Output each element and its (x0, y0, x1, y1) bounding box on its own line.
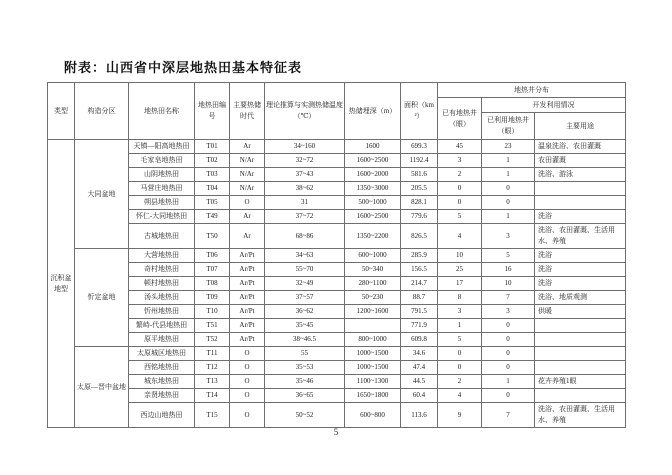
cell-field-name: 城东地热田 (129, 375, 195, 389)
cell-main-uses: 洗浴、农田灌溉、生活用水、养殖 (535, 224, 626, 249)
table-row (48, 249, 626, 263)
cell-depth: 1600~2500 (345, 154, 401, 168)
cell-field-id: T09 (195, 291, 230, 305)
cell-main-uses: 洗浴 (535, 277, 626, 291)
header-well-distribution: 地热井分布 (438, 83, 626, 98)
cell-field-name: 大营地热田 (129, 249, 195, 263)
cell-main-uses: 供暖 (535, 305, 626, 319)
cell-field-id: T13 (195, 375, 230, 389)
cell-existing-wells: 2 (438, 168, 482, 182)
table-row (48, 333, 626, 347)
cell-reservoir-era: O (230, 347, 265, 361)
cell-used-wells: 3 (482, 305, 535, 319)
cell-main-uses (535, 361, 626, 375)
cell-main-uses (535, 196, 626, 210)
header-era: 主要热储时代 (230, 83, 265, 140)
cell-existing-wells: 9 (438, 403, 482, 428)
cell-field-id: T11 (195, 347, 230, 361)
cell-used-wells: 1 (482, 168, 535, 182)
cell-field-name: 忻州地热田 (129, 305, 195, 319)
cell-reservoir-era: Ar (230, 224, 265, 249)
cell-existing-wells: 8 (438, 291, 482, 305)
header-depth: 热储埋深（m） (345, 83, 401, 140)
cell-field-id: T01 (195, 140, 230, 154)
cell-main-uses (535, 347, 626, 361)
cell-area: 156.5 (401, 263, 438, 277)
cell-area: 609.8 (401, 333, 438, 347)
cell-existing-wells: 5 (438, 210, 482, 224)
cell-field-name: 马营庄地热田 (129, 182, 195, 196)
cell-temperature: 35~46 (265, 375, 345, 389)
cell-temperature: 37~72 (265, 210, 345, 224)
table-row (48, 140, 626, 154)
cell-temperature: 36~65 (265, 389, 345, 403)
cell-depth: 1350~2200 (345, 224, 401, 249)
cell-existing-wells: 3 (438, 305, 482, 319)
cell-area: 205.5 (401, 182, 438, 196)
cell-field-id: T50 (195, 224, 230, 249)
cell-existing-wells: 25 (438, 263, 482, 277)
header-zone: 构造分区 (75, 83, 129, 140)
cell-area: 285.9 (401, 249, 438, 263)
cell-temperature: 68~86 (265, 224, 345, 249)
type-cell: 沉积盆地型 (48, 140, 75, 428)
cell-reservoir-era: N/Ar (230, 154, 265, 168)
cell-main-uses: 花卉养殖1眼 (535, 375, 626, 389)
cell-reservoir-era: O (230, 361, 265, 375)
cell-field-name: 顿村地热田 (129, 277, 195, 291)
cell-used-wells: 0 (482, 389, 535, 403)
table-row (48, 319, 626, 333)
header-id: 地热田编号 (195, 83, 230, 140)
cell-field-name: 天镇—阳高地热田 (129, 140, 195, 154)
table-row (48, 182, 626, 196)
cell-existing-wells: 2 (438, 375, 482, 389)
cell-temperature: 38~62 (265, 182, 345, 196)
cell-temperature: 37~43 (265, 168, 345, 182)
table-row (48, 291, 626, 305)
table-row (48, 263, 626, 277)
cell-field-id: T49 (195, 210, 230, 224)
header-name: 地热田名称 (129, 83, 195, 140)
cell-temperature: 55~70 (265, 263, 345, 277)
cell-field-id: T08 (195, 277, 230, 291)
cell-existing-wells: 45 (438, 140, 482, 154)
cell-reservoir-era: Ar (230, 140, 265, 154)
cell-depth: 1000~1500 (345, 361, 401, 375)
cell-depth: 800~1000 (345, 333, 401, 347)
cell-area: 699.3 (401, 140, 438, 154)
cell-temperature: 31 (265, 196, 345, 210)
cell-area: 88.7 (401, 291, 438, 305)
cell-depth: 1600~2000 (345, 168, 401, 182)
cell-reservoir-era: O (230, 196, 265, 210)
cell-existing-wells: 4 (438, 224, 482, 249)
table-row (48, 361, 626, 375)
cell-depth: 500~1000 (345, 196, 401, 210)
cell-area: 113.6 (401, 403, 438, 428)
cell-field-name: 亲贤地热田 (129, 389, 195, 403)
cell-existing-wells: 0 (438, 196, 482, 210)
cell-main-uses (535, 319, 626, 333)
cell-field-name: 山阴地热田 (129, 168, 195, 182)
cell-main-uses: 洗浴、游泳 (535, 168, 626, 182)
cell-depth: 1200~1600 (345, 305, 401, 319)
cell-field-name: 朔县地热田 (129, 196, 195, 210)
cell-reservoir-era: Ar/Pt (230, 319, 265, 333)
cell-used-wells: 0 (482, 347, 535, 361)
header-row-1 (48, 83, 626, 98)
header-temp: 理论推算与实测热储温度（℃） (265, 83, 345, 140)
cell-area: 581.6 (401, 168, 438, 182)
cell-used-wells: 0 (482, 333, 535, 347)
cell-field-id: T02 (195, 154, 230, 168)
cell-depth: 600~1000 (345, 249, 401, 263)
cell-reservoir-era: Ar/Pt (230, 249, 265, 263)
cell-area: 47.4 (401, 361, 438, 375)
table-row (48, 210, 626, 224)
cell-reservoir-era: Ar/Pt (230, 305, 265, 319)
cell-depth: 1600~2500 (345, 210, 401, 224)
cell-main-uses: 洗浴 (535, 263, 626, 277)
cell-reservoir-era: Ar/Pt (230, 291, 265, 305)
header-area: 面积（km²） (401, 83, 438, 140)
cell-field-name: 汤头地热田 (129, 291, 195, 305)
cell-temperature: 36~62 (265, 305, 345, 319)
cell-reservoir-era: Ar (230, 210, 265, 224)
cell-field-id: T15 (195, 403, 230, 428)
cell-field-name: 繁峙-代县地热田 (129, 319, 195, 333)
zone-cell: 忻定盆地 (75, 249, 129, 347)
cell-depth: 1000~1500 (345, 347, 401, 361)
cell-depth: 1100~1300 (345, 375, 401, 389)
cell-temperature: 37~57 (265, 291, 345, 305)
cell-used-wells: 0 (482, 196, 535, 210)
cell-used-wells: 7 (482, 403, 535, 428)
table-row (48, 389, 626, 403)
table-row (48, 168, 626, 182)
cell-temperature: 34~160 (265, 140, 345, 154)
cell-main-uses: 洗浴 (535, 249, 626, 263)
cell-existing-wells: 10 (438, 249, 482, 263)
cell-existing-wells: 4 (438, 389, 482, 403)
cell-depth (345, 319, 401, 333)
cell-field-id: T10 (195, 305, 230, 319)
cell-used-wells: 0 (482, 182, 535, 196)
header-existing-wells: 已有地热井（眼） (438, 98, 482, 140)
cell-temperature: 34~63 (265, 249, 345, 263)
cell-reservoir-era: N/Ar (230, 168, 265, 182)
cell-field-name: 原平地热田 (129, 333, 195, 347)
table-row (48, 277, 626, 291)
cell-area: 826.5 (401, 224, 438, 249)
cell-field-id: T05 (195, 196, 230, 210)
table-row (48, 224, 626, 249)
cell-field-name: 西边山地热田 (129, 403, 195, 428)
page-title: 附表：山西省中深层地热田基本特征表 (64, 60, 303, 75)
cell-temperature: 32~72 (265, 154, 345, 168)
cell-existing-wells: 5 (438, 333, 482, 347)
header-used-wells: 已利用地热井（眼） (482, 113, 535, 140)
cell-field-id: T14 (195, 389, 230, 403)
cell-reservoir-era: O (230, 375, 265, 389)
cell-area: 771.9 (401, 319, 438, 333)
table-row (48, 403, 626, 428)
cell-depth: 50~340 (345, 263, 401, 277)
cell-field-name: 毛家皂地热田 (129, 154, 195, 168)
cell-used-wells: 10 (482, 277, 535, 291)
cell-area: 34.6 (401, 347, 438, 361)
geothermal-table (47, 82, 626, 428)
cell-area: 1192.4 (401, 154, 438, 168)
cell-main-uses (535, 389, 626, 403)
cell-field-id: T51 (195, 319, 230, 333)
table-row (48, 347, 626, 361)
cell-temperature: 38~46.5 (265, 333, 345, 347)
cell-temperature: 35~45 (265, 319, 345, 333)
cell-area: 828.1 (401, 196, 438, 210)
cell-main-uses: 洗浴、地质观测 (535, 291, 626, 305)
cell-field-name: 怀仁-大同地热田 (129, 210, 195, 224)
zone-cell: 大同盆地 (75, 140, 129, 249)
cell-temperature: 32~49 (265, 277, 345, 291)
cell-main-uses (535, 182, 626, 196)
cell-field-id: T12 (195, 361, 230, 375)
cell-area: 214.7 (401, 277, 438, 291)
cell-existing-wells: 0 (438, 182, 482, 196)
cell-field-name: 奇村地热田 (129, 263, 195, 277)
cell-depth: 600~800 (345, 403, 401, 428)
cell-depth: 1600 (345, 140, 401, 154)
cell-existing-wells: 3 (438, 154, 482, 168)
cell-temperature: 50~52 (265, 403, 345, 428)
cell-existing-wells: 17 (438, 277, 482, 291)
cell-reservoir-era: Ar/Pt (230, 263, 265, 277)
cell-reservoir-era: O (230, 389, 265, 403)
cell-area: 791.5 (401, 305, 438, 319)
cell-temperature: 55 (265, 347, 345, 361)
cell-existing-wells: 0 (438, 347, 482, 361)
cell-existing-wells: 0 (438, 361, 482, 375)
cell-area: 779.6 (401, 210, 438, 224)
cell-reservoir-era: N/Ar (230, 182, 265, 196)
cell-depth: 1350~3000 (345, 182, 401, 196)
cell-reservoir-era: Ar/Pt (230, 277, 265, 291)
header-main-uses: 主要用途 (535, 113, 626, 140)
cell-temperature: 35~53 (265, 361, 345, 375)
table-row (48, 305, 626, 319)
cell-field-name: 太原城区地热田 (129, 347, 195, 361)
cell-depth: 280~1100 (345, 277, 401, 291)
cell-used-wells: 1 (482, 375, 535, 389)
header-type: 类型 (48, 83, 75, 140)
table-row (48, 196, 626, 210)
cell-field-id: T04 (195, 182, 230, 196)
table-row (48, 375, 626, 389)
cell-used-wells: 3 (482, 224, 535, 249)
cell-used-wells: 0 (482, 361, 535, 375)
zone-cell: 太原—晋中盆地 (75, 347, 129, 428)
cell-used-wells: 7 (482, 291, 535, 305)
cell-main-uses: 洗浴 (535, 210, 626, 224)
cell-area: 44.5 (401, 375, 438, 389)
cell-used-wells: 5 (482, 249, 535, 263)
cell-field-name: 西铭地热田 (129, 361, 195, 375)
cell-existing-wells: 1 (438, 319, 482, 333)
cell-used-wells: 23 (482, 140, 535, 154)
cell-used-wells: 1 (482, 210, 535, 224)
header-dev-use: 开发利用情况 (482, 98, 626, 113)
cell-main-uses: 温泉洗浴、农田灌溉 (535, 140, 626, 154)
cell-main-uses: 洗浴、农田灌溉、生活用水、养殖 (535, 403, 626, 428)
cell-area: 60.4 (401, 389, 438, 403)
cell-field-id: T52 (195, 333, 230, 347)
cell-field-id: T07 (195, 263, 230, 277)
cell-used-wells: 16 (482, 263, 535, 277)
cell-main-uses (535, 333, 626, 347)
cell-main-uses: 农田灌溉 (535, 154, 626, 168)
cell-field-id: T03 (195, 168, 230, 182)
page-number: 5 (333, 427, 339, 437)
cell-field-name: 古城地热田 (129, 224, 195, 249)
cell-used-wells: 0 (482, 319, 535, 333)
cell-reservoir-era: Ar/Pt (230, 333, 265, 347)
cell-depth: 50~230 (345, 291, 401, 305)
cell-field-id: T06 (195, 249, 230, 263)
cell-reservoir-era: O (230, 403, 265, 428)
table-row (48, 154, 626, 168)
cell-used-wells: 1 (482, 154, 535, 168)
cell-depth: 1650~1800 (345, 389, 401, 403)
